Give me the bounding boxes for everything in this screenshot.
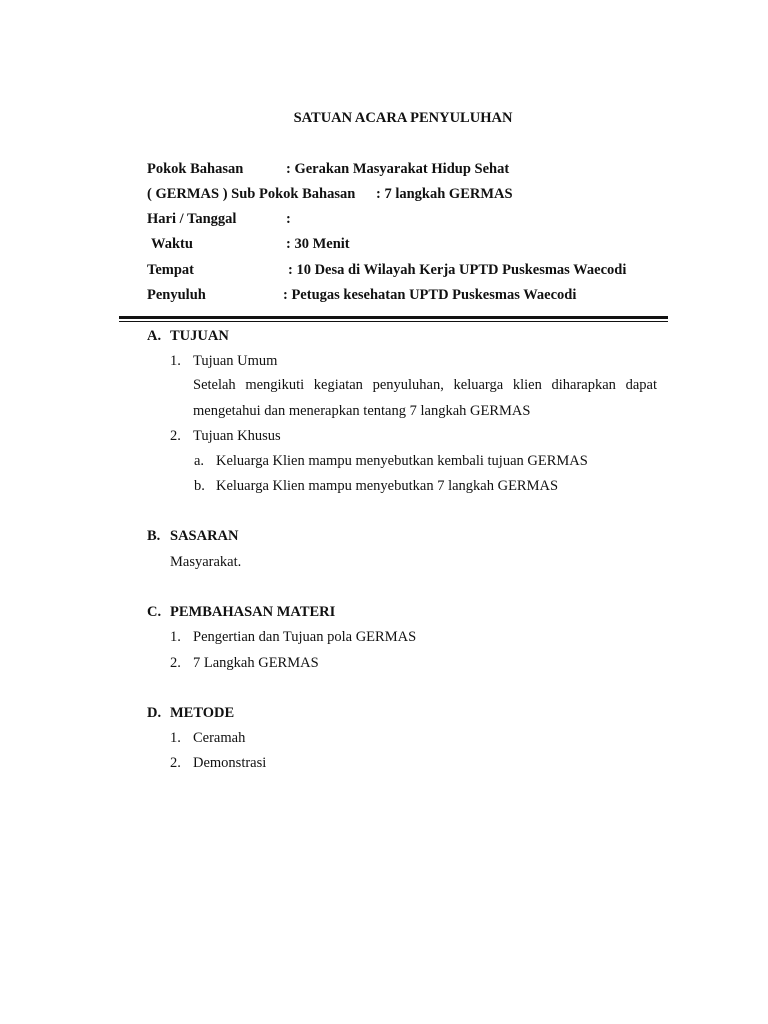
section-heading: PEMBAHASAN MATERI (170, 604, 336, 620)
meta-label: Tempat (147, 262, 194, 278)
list-number: 1. (170, 353, 181, 369)
list-number: 2. (170, 755, 181, 771)
sub-letter: b. (194, 478, 205, 494)
section-heading: METODE (170, 705, 235, 721)
header-rule-thick (119, 316, 668, 319)
meta-value: : 10 Desa di Wilayah Kerja UPTD Puskesmas Waecodi (288, 262, 627, 278)
list-number: 2. (170, 655, 181, 671)
list-number: 2. (170, 428, 181, 444)
paragraph-line: Setelah mengikuti kegiatan penyuluhan, keluarga klien diharapkan dapat (193, 377, 657, 393)
section-letter: B. (147, 528, 161, 544)
list-number: 1. (170, 730, 181, 746)
list-item: 7 Langkah GERMAS (193, 655, 319, 671)
section-heading: SASARAN (170, 528, 239, 544)
header-rule-thin (119, 321, 668, 322)
section-letter: D. (147, 705, 162, 721)
sub-item: Keluarga Klien mampu menyebutkan 7 langkah GERMAS (216, 478, 559, 494)
sub-letter: a. (194, 453, 205, 469)
list-number: 1. (170, 629, 181, 645)
meta-value: : 7 langkah GERMAS (376, 186, 513, 202)
section-letter: C. (147, 604, 162, 620)
list-item: Ceramah (193, 730, 246, 746)
meta-label: Waktu (151, 236, 193, 252)
meta-label: Penyuluh (147, 287, 206, 303)
meta-value: : Petugas kesehatan UPTD Puskesmas Waecodi (283, 287, 577, 303)
list-item: Tujuan Khusus (193, 428, 281, 444)
meta-label: ( GERMAS ) Sub Pokok Bahasan (147, 186, 356, 202)
meta-value: : 30 Menit (286, 236, 350, 252)
list-item: Demonstrasi (193, 755, 267, 771)
section-letter: A. (147, 328, 162, 344)
meta-label: Pokok Bahasan (147, 161, 244, 177)
paragraph-line: mengetahui dan menerapkan tentang 7 langkah GERMAS (193, 403, 531, 419)
meta-label: Hari / Tanggal (147, 211, 237, 227)
page-title: SATUAN ACARA PENYULUHAN (293, 110, 513, 126)
sub-item: Keluarga Klien mampu menyebutkan kembali tujuan GERMAS (216, 453, 588, 469)
list-item: Tujuan Umum (193, 353, 278, 369)
meta-value: : Gerakan Masyarakat Hidup Sehat (286, 161, 510, 177)
list-item: Pengertian dan Tujuan pola GERMAS (193, 629, 417, 645)
meta-value: : (286, 211, 291, 227)
section-heading: TUJUAN (170, 328, 229, 344)
section-text: Masyarakat. (170, 554, 242, 570)
